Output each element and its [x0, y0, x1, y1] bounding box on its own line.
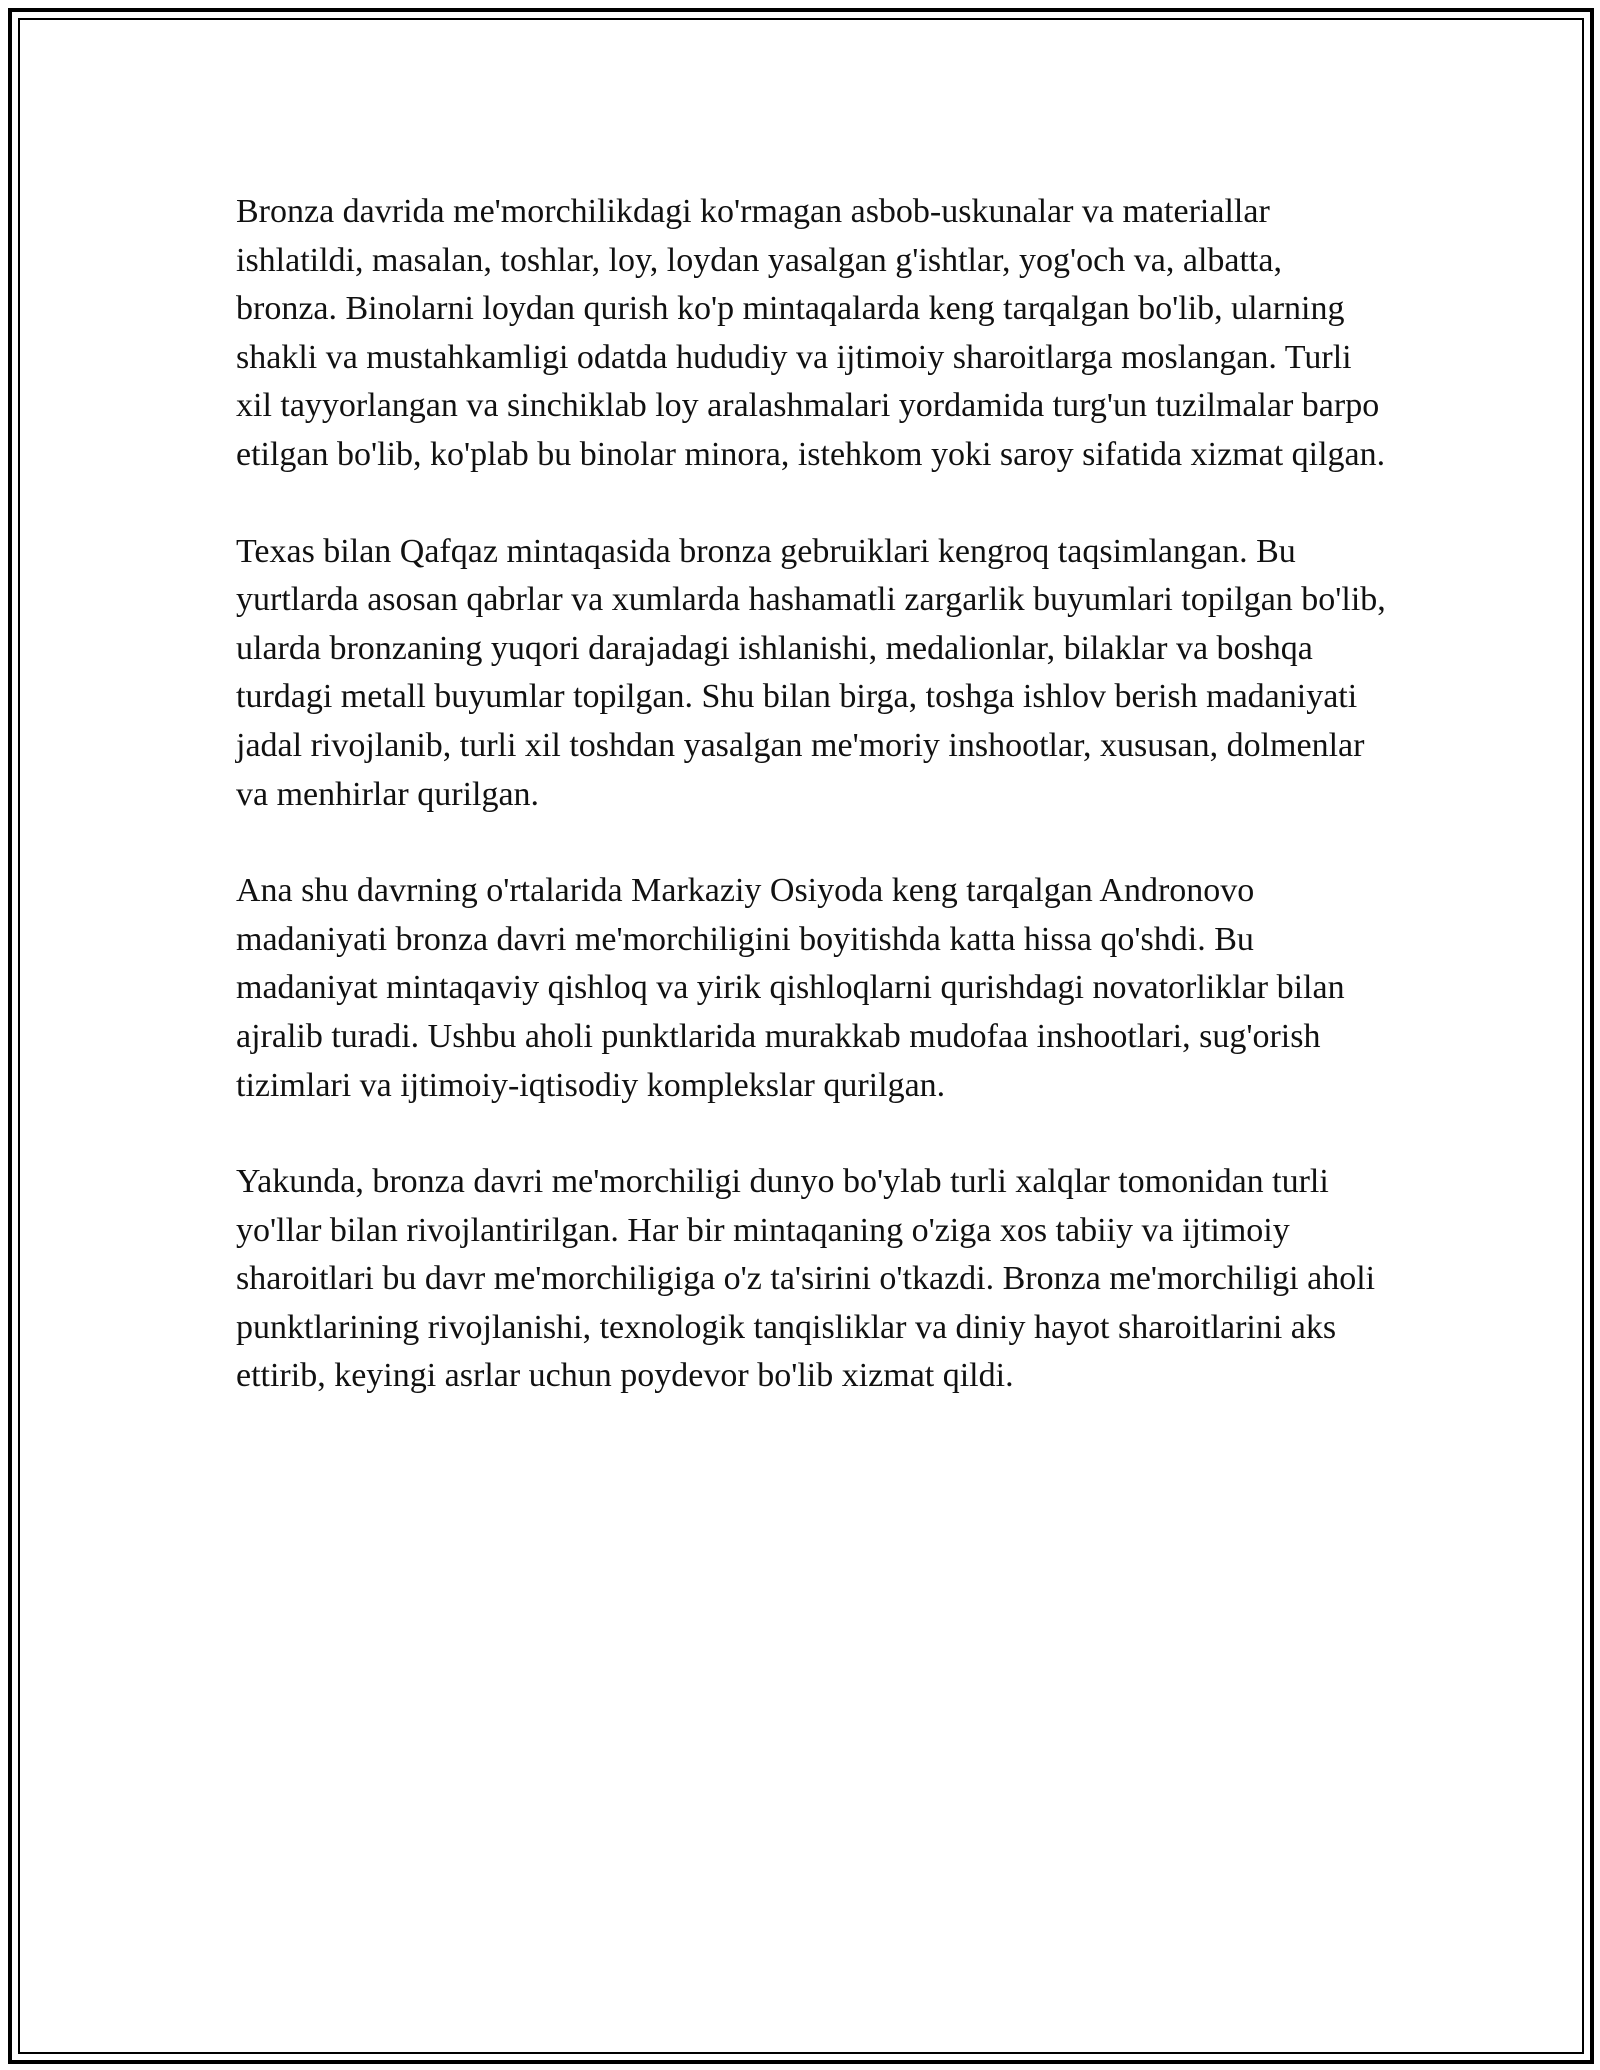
document-body [236, 188, 1386, 1449]
paragraph-2: Texas bilan Qafqaz mintaqasida bronza gebruiklari kengroq taqsimlangan. Bu yurtlarda asosan qabrlar va xumlarda hashamatli zargarlik buyumlari topilgan bo'lib, ularda bronzaning yuqori darajadagi ishlanishi, medalionlar, bilaklar va boshqa turdagi metall buyumlar topilgan. Shu bilan birga, toshga ishlov berish madaniyati jadal rivojlanib, turli xil toshdan yasalgan me'moriy inshootlar, xususan, dolmenlar va menhirlar qurilgan. [236, 532, 1386, 813]
paragraph-3: Ana shu davrning o'rtalarida Markaziy Osiyoda keng tarqalgan Andronovo madaniyati bronza davri me'morchiligini boyitishda katta hissa qo'shdi. Bu madaniyat mintaqaviy qishloq va yirik qishloqlarni qurishdagi novatorliklar bilan ajralib turadi. Ushbu aholi punktlarida murakkab mudofaa inshootlari, sug'orish tizimlari va ijtimoiy-iqtisodiy komplekslar qurilgan. [236, 872, 1345, 1104]
paragraph-4: Yakunda, bronza davri me'morchiligi dunyo bo'ylab turli xalqlar tomonidan turli yo'llar bilan rivojlantirilgan. Har bir mintaqaning o'ziga xos tabiiy va ijtimoiy sharoitlari bu davr me'morchiligiga o'z ta'sirini o'tkazdi. Bronza me'morchiligi aholi punktlarining rivojlanishi, texnologik tanqisliklar va diniy hayot sharoitlarini aks ettirib, keyingi asrlar uchun poydevor bo'lib xizmat qildi. [236, 1163, 1376, 1395]
paragraph-1: Bronza davrida me'morchilikdagi ko'rmagan asbob-uskunalar va materiallar ishlatildi, masalan, toshlar, loy, loydan yasalgan g'ishtlar, yog'och va, albatta, bronza. Binolarni loydan qurish ko'p mintaqalarda keng tarqalgan bo'lib, ularning shakli va mustahkamligi odatda hududiy va ijtimoiy sharoitlarga moslangan. Turli xil tayyorlangan va sinchiklab loy aralashmalari yordamida turg'un tuzilmalar barpo etilgan bo'lib, ko'plab bu binolar minora, istehkom yoki saroy sifatida xizmat qilgan. [236, 193, 1386, 473]
